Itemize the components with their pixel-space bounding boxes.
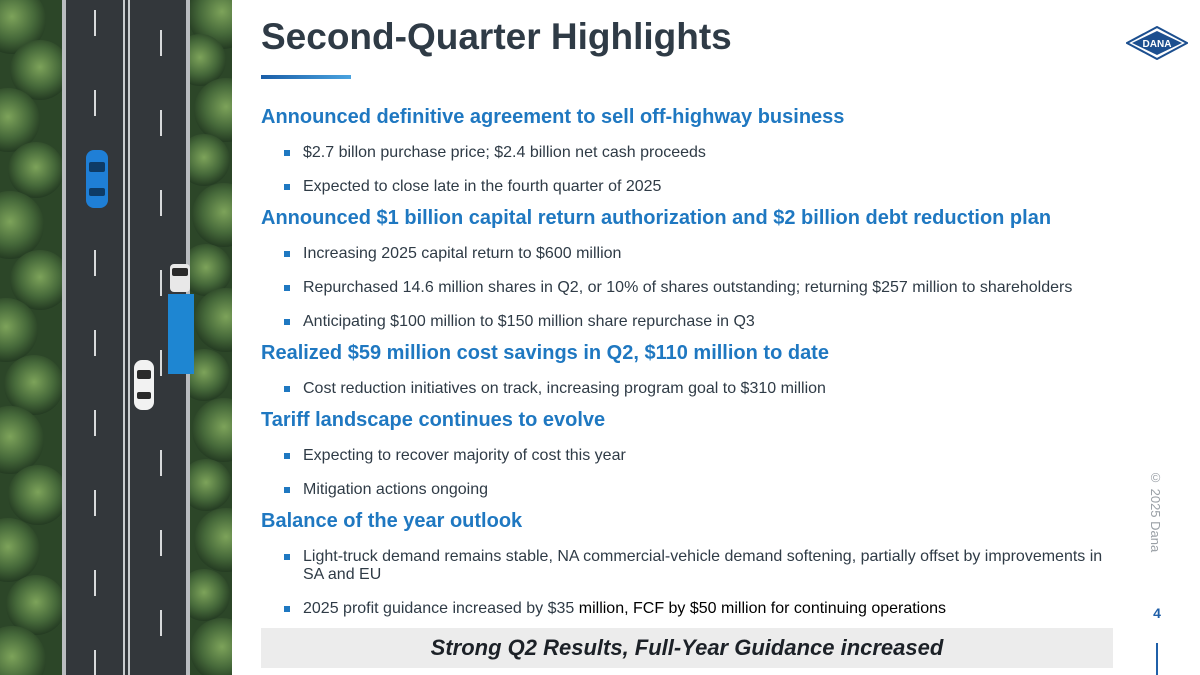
bullet-item: Expected to close late in the fourth quarter of 2025 — [261, 178, 1121, 196]
section-heading: Tariff landscape continues to evolve — [261, 409, 606, 431]
page-number: 4 — [1153, 605, 1161, 621]
section-heading: Realized $59 million cost savings in Q2, $110 million to date — [261, 342, 829, 364]
summary-text: Strong Q2 Results, Full-Year Guidance increased — [430, 635, 944, 660]
bullet-item: Repurchased 14.6 million shares in Q2, or 10% of shares outstanding; returning $257 million to shareholders — [261, 279, 1121, 297]
section-heading: Announced definitive agreement to sell off-highway business — [261, 106, 845, 128]
bullet-item: Light-truck demand remains stable, NA commercial-vehicle demand softening, partially offset by improvements in SA and EU — [261, 548, 1121, 584]
side-accent-rule — [1156, 643, 1158, 675]
title-underline — [261, 75, 351, 79]
bullet-list — [261, 245, 1121, 331]
highlights-content — [261, 104, 1121, 618]
bullet-item: Cost reduction initiatives on track, increasing program goal to $310 million — [261, 380, 1121, 398]
bullet-item — [261, 600, 1121, 618]
page-title: Second-Quarter Highlights — [261, 16, 732, 57]
bullet-item: Anticipating $100 million to $150 million share repurchase in Q3 — [261, 313, 1121, 331]
summary-banner — [261, 628, 1113, 668]
bullet-list — [261, 380, 1121, 398]
bullet-item: Mitigation actions ongoing — [261, 481, 1121, 499]
copyright-text: © 2025 Dana — [1148, 470, 1163, 553]
aerial-road-photo — [0, 0, 232, 675]
bullet-item: Increasing 2025 capital return to $600 million — [261, 245, 1121, 263]
bullet-item: Expecting to recover majority of cost this year — [261, 447, 1121, 465]
dana-logo — [1126, 26, 1188, 60]
bullet-item: $2.7 billon purchase price; $2.4 billion net cash proceeds — [261, 144, 1121, 162]
section-heading: Announced $1 billion capital return authorization and $2 billion debt reduction plan — [261, 207, 1052, 229]
bullet-list — [261, 447, 1121, 499]
bullet-list — [261, 144, 1121, 196]
bullet-list — [261, 548, 1121, 618]
logo-text: DANA — [1142, 39, 1172, 50]
bullet-text-part: 2025 profit guidance increased by $35 — [303, 600, 579, 617]
bullet-text-part: million, FCF by $50 million for continuing operations — [578, 600, 947, 617]
section-heading: Balance of the year outlook — [261, 510, 523, 532]
